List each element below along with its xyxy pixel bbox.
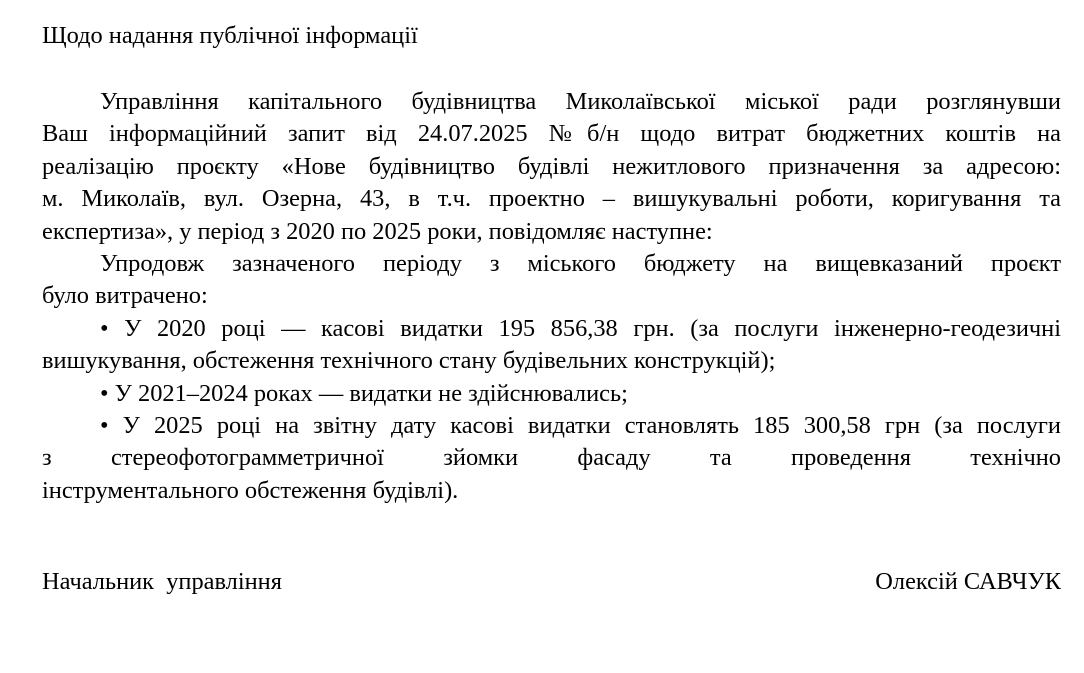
paragraph-1-line-5: експертиза», у період з 2020 по 2025 роки, повідомляє наступне:	[42, 217, 713, 245]
document-subject: Щодо надання публічної інформації	[42, 22, 418, 49]
letter-body	[42, 86, 1061, 507]
bullet-1-line-1: • У 2020 році — касові видатки 195 856,38 грн. (за послуги інженерно-геодезичні	[100, 314, 1061, 342]
bullet-1-line-2: вишукування, обстеження технічного стану будівельних конструкцій);	[42, 347, 776, 375]
bullet-2-line-1: • У 2021–2024 роках — видатки не здійснювались;	[100, 379, 628, 407]
paragraph-2-line-1: Упродовж зазначеного періоду з міського бюджету на вищевказаний проєкт	[100, 249, 1061, 277]
paragraph-1-line-3: реалізацію проєкту «Нове будівництво будівлі нежитлового призначення за адресою:	[42, 152, 1061, 180]
paragraph-2-line-2: було витрачено:	[42, 282, 208, 310]
bullet-3-line-3: інструментального обстеження будівлі).	[42, 476, 459, 504]
bullet-3-line-1: • У 2025 році на звітну дату касові видатки становлять 185 300,58 грн (за послуги	[100, 411, 1061, 439]
signatory-name: Олексій САВЧУК	[875, 568, 1061, 595]
signatory-position: Начальник управління	[42, 568, 282, 595]
paragraph-1-line-2: Ваш інформаційний запит від 24.07.2025 №б/н щодо витрат бюджетних коштів на	[42, 120, 1061, 148]
bullet-3-line-2: з стереофотограмметричної зйомки фасаду та проведення технічно	[42, 444, 1061, 472]
paragraph-1-line-1: Управління капітального будівництва Миколаївської міської ради розглянувши	[100, 88, 1061, 115]
paragraph-1-line-4: м. Миколаїв, вул. Озерна, 43, в т.ч. проектно – вишукувальні роботи, коригування та	[42, 185, 1061, 213]
